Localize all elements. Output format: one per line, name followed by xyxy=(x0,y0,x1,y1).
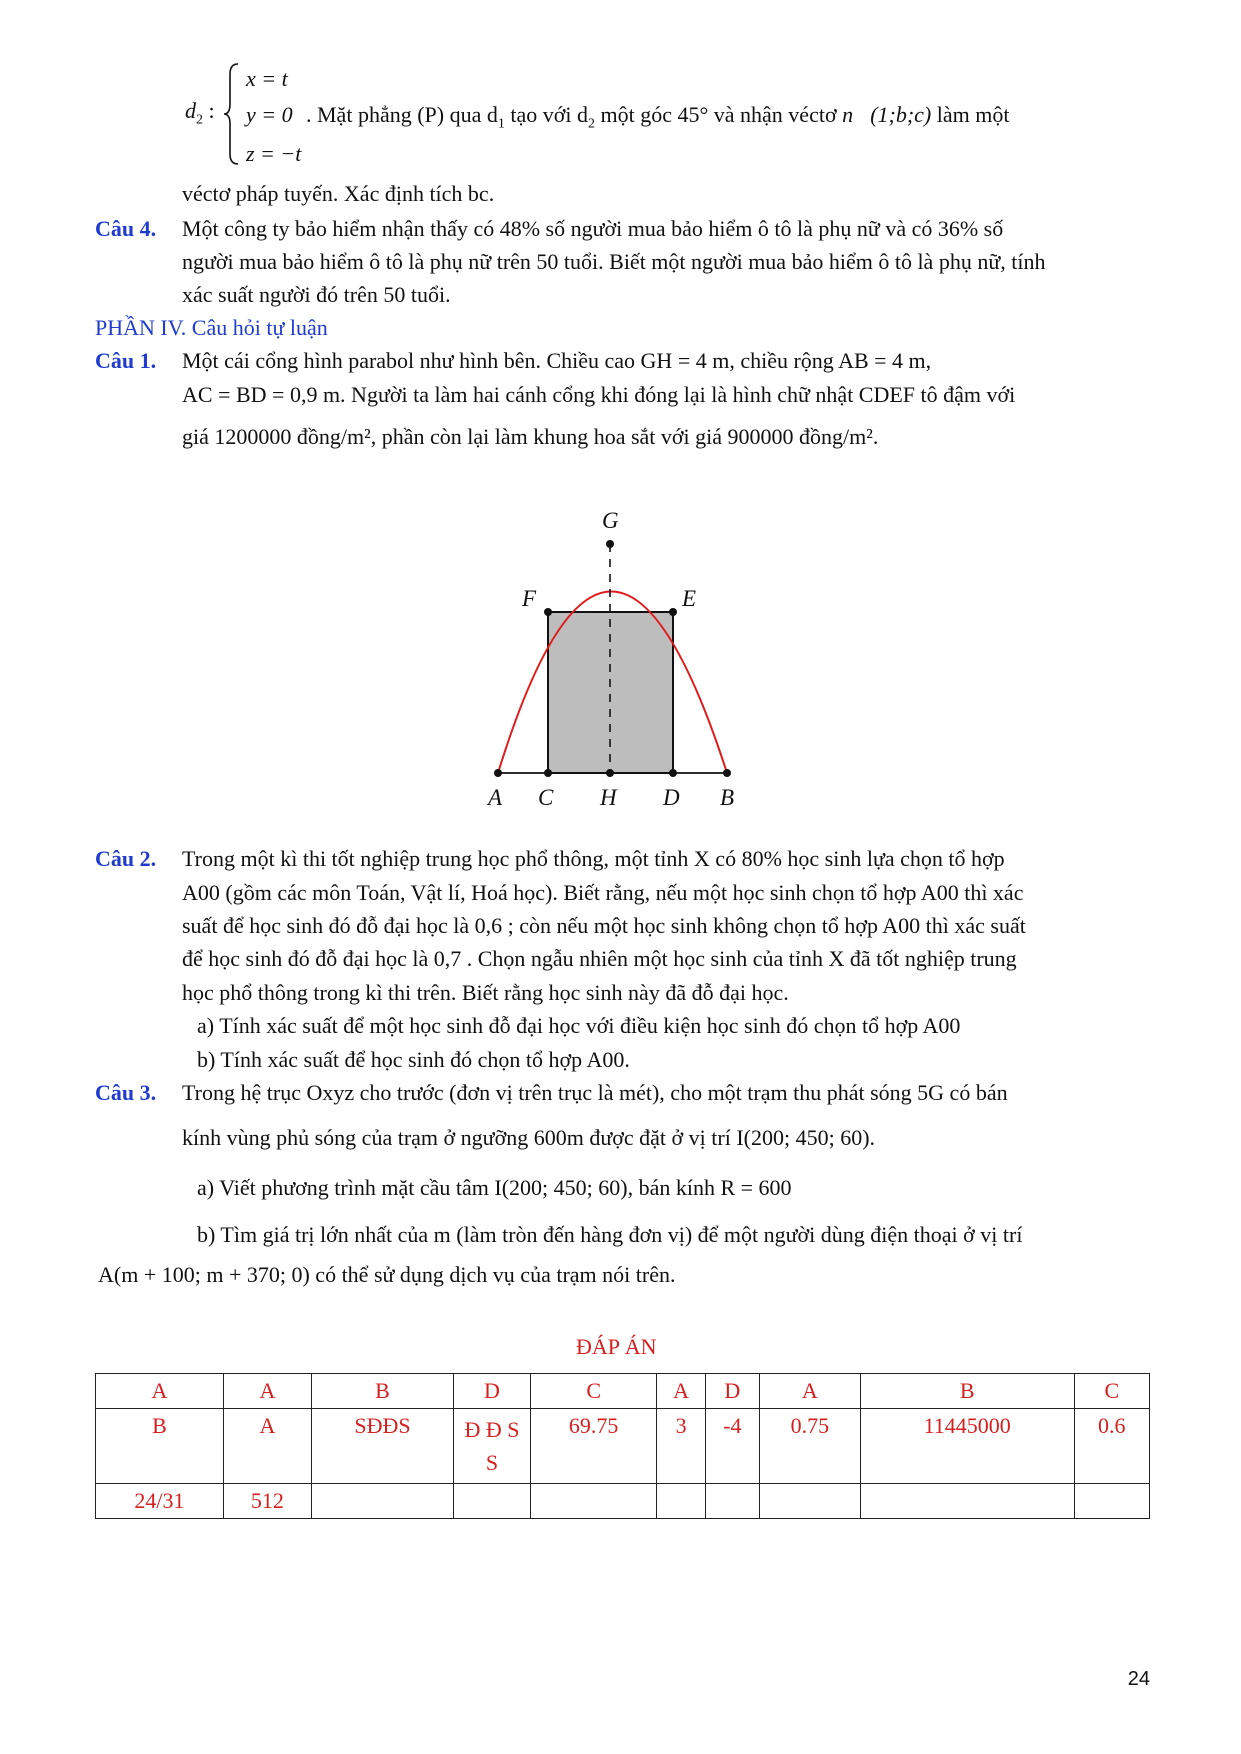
cau2-part-a: a) Tính xác suất để một học sinh đỗ đại học với điều kiện học sinh đó chọn tổ hợp A00 xyxy=(197,1013,961,1038)
cau1-line-2: AC = BD = 0,9 m. Người ta làm hai cánh cổng khi đóng lại là hình chữ nhật CDEF tô đậm với xyxy=(182,382,1016,407)
label-c: C xyxy=(538,785,554,810)
table-cell: 11445000 xyxy=(860,1409,1074,1484)
point-g xyxy=(606,540,614,548)
answers-title: ĐÁP ÁN xyxy=(576,1334,657,1359)
table-cell: B xyxy=(860,1374,1074,1409)
table-cell: B xyxy=(311,1374,453,1409)
table-cell: 69.75 xyxy=(530,1409,656,1484)
table-cell xyxy=(705,1484,759,1519)
table-cell: C xyxy=(530,1374,656,1409)
label-h: H xyxy=(600,785,617,810)
table-cell: 0.75 xyxy=(759,1409,860,1484)
cau1-line-3: giá 1200000 đồng/m², phần còn lại làm khung hoa sắt với giá 900000 đồng/m². xyxy=(182,424,879,449)
table-cell: A xyxy=(223,1374,311,1409)
cau2-line-1: Trong một kì thi tốt nghiệp trung học phổ thông, một tỉnh X có 80% học sinh lựa chọn tổ hợp xyxy=(182,846,1005,871)
cau4-line-1: Một công ty bảo hiểm nhận thấy có 48% số người mua bảo hiểm ô tô là phụ nữ và có 36% số xyxy=(182,216,1004,241)
answers-table xyxy=(95,1373,1150,1519)
cau4-label: Câu 4. xyxy=(95,216,157,241)
table-cell: D xyxy=(453,1374,530,1409)
system-eq-2: y = 0 xyxy=(246,102,293,127)
label-g: G xyxy=(602,508,619,533)
cau1-label: Câu 1. xyxy=(95,348,157,373)
label-b: B xyxy=(720,785,735,810)
cau1-line-1: Một cái cổng hình parabol như hình bên. Chiều cao GH = 4 m, chiều rộng AB = 4 m, xyxy=(182,348,932,373)
point-a xyxy=(494,769,502,777)
table-cell: -4 xyxy=(705,1409,759,1484)
table-row xyxy=(96,1484,1150,1519)
top-line-2: véctơ pháp tuyến. Xác định tích bc. xyxy=(182,181,495,206)
point-f xyxy=(544,608,552,616)
d2-label: $d_2$ : xyxy=(185,98,215,128)
point-h xyxy=(606,769,614,777)
cau2-label: Câu 2. xyxy=(95,846,157,871)
cau3-line-1: Trong hệ trục Oxyz cho trước (đơn vị trên trục là mét), cho một trạm thu phát sóng 5G có bán xyxy=(182,1080,1008,1105)
table-cell: 0.6 xyxy=(1074,1409,1149,1484)
point-c xyxy=(544,769,552,777)
part-4-title: PHẦN IV. Câu hỏi tự luận xyxy=(95,315,328,340)
table-cell: 3 xyxy=(657,1409,705,1484)
table-cell xyxy=(860,1484,1074,1519)
table-cell: A xyxy=(759,1374,860,1409)
top-sentence: . Mặt phẳng (P) qua $d_1$ tạo với $d_2$ một góc 45° và nhận véctơ n⃗(1;b;c) làm một xyxy=(306,102,1010,132)
table-cell: A xyxy=(96,1374,224,1409)
page-number: 24 xyxy=(1127,1668,1150,1690)
table-cell: 24/31 xyxy=(96,1484,224,1519)
cau4-line-3: xác suất người đó trên 50 tuổi. xyxy=(182,282,451,307)
parabola-gate-figure xyxy=(470,500,770,820)
label-a: A xyxy=(488,785,503,810)
table-cell: Đ Đ S S xyxy=(453,1409,530,1484)
cau2-line-2: A00 (gồm các môn Toán, Vật lí, Hoá học). Biết rằng, nếu một học sinh chọn tổ hợp A00 thì xác xyxy=(182,880,1024,905)
table-row xyxy=(96,1409,1150,1484)
cau2-line-3: suất để học sinh đó đỗ đại học là 0,6 ; còn nếu một học sinh không chọn tổ hợp A00 thì xác suất xyxy=(182,913,1026,938)
table-row xyxy=(96,1374,1150,1409)
table-cell: C xyxy=(1074,1374,1149,1409)
label-f: F xyxy=(522,586,537,611)
cau3-line-2: kính vùng phủ sóng của trạm ở ngưỡng 600m được đặt ở vị trí I(200; 450; 60). xyxy=(182,1125,876,1150)
label-d: D xyxy=(663,785,680,810)
cau3-part-b: b) Tìm giá trị lớn nhất của m (làm tròn đến hàng đơn vị) để một người dùng điện thoại ở vị trí xyxy=(197,1222,1023,1247)
table-cell: SĐĐS xyxy=(311,1409,453,1484)
cau3-part-b-line-2: A(m + 100; m + 370; 0) có thể sử dụng dịch vụ của trạm nói trên. xyxy=(98,1262,676,1287)
table-cell: A xyxy=(657,1374,705,1409)
system-eq-1: x = t xyxy=(246,66,288,91)
table-cell xyxy=(530,1484,656,1519)
table-cell: D xyxy=(705,1374,759,1409)
table-cell xyxy=(1074,1484,1149,1519)
cau2-line-5: học phổ thông trong kì thi trên. Biết rằng học sinh này đã đỗ đại học. xyxy=(182,980,789,1005)
system-eq-3: z = −t xyxy=(246,141,302,166)
table-cell xyxy=(759,1484,860,1519)
cau2-line-4: để học sinh đó đỗ đại học là 0,7 . Chọn ngẫu nhiên một học sinh của tỉnh X đã tốt nghiệp trung xyxy=(182,946,1017,971)
table-cell xyxy=(453,1484,530,1519)
point-b xyxy=(723,769,731,777)
cau4-line-2: người mua bảo hiểm ô tô là phụ nữ trên 50 tuổi. Biết một người mua bảo hiểm ô tô là phụ nữ, tính xyxy=(182,249,1046,274)
point-d xyxy=(669,769,677,777)
point-e xyxy=(669,608,677,616)
cau3-label: Câu 3. xyxy=(95,1080,157,1105)
table-cell: 512 xyxy=(223,1484,311,1519)
table-cell xyxy=(311,1484,453,1519)
table-cell: B xyxy=(96,1409,224,1484)
brace-icon xyxy=(222,62,242,166)
table-cell: A xyxy=(223,1409,311,1484)
table-cell xyxy=(657,1484,705,1519)
label-e: E xyxy=(682,586,697,611)
cau2-part-b: b) Tính xác suất để học sinh đó chọn tổ hợp A00. xyxy=(197,1047,630,1072)
cau3-part-a: a) Viết phương trình mặt cầu tâm I(200; 450; 60), bán kính R = 600 xyxy=(197,1175,792,1200)
